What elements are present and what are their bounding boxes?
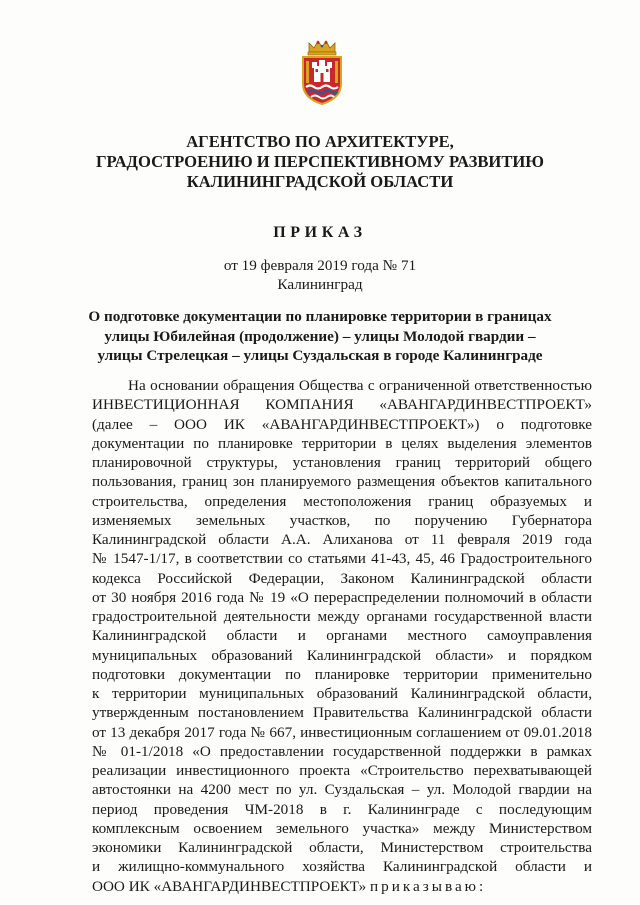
body-line: к территории муниципальных образований Калининградской области, [92, 685, 592, 702]
body-line: и жилищно-коммунального хозяйства Калининградской области и [92, 858, 592, 876]
body-line: автостоянки на 4200 мест по ул. Суздальская – ул. Молодой гвардии на [92, 781, 592, 799]
order-date: от 19 февраля 2019 года № 71 [223, 257, 417, 274]
order-command: приказываю: [370, 877, 487, 895]
order-body [92, 376, 592, 896]
body-line: муниципальных образований Калининградской области» и порядком [92, 646, 592, 664]
body-line: изменяемых земельных участков, по поручению Губернатора [92, 511, 592, 529]
body-line: утвержденным постановлением Правительства Калининградской области [92, 704, 592, 722]
body-line: Калининградской области А.А. Алиханова от 11 февраля 2019 года [92, 531, 592, 548]
body-line: документации по планировке территории в целях выделения элементов [92, 434, 592, 452]
body-line: строительства, определения местоположения границ образуемых и [92, 492, 592, 510]
kaliningrad-coat-of-arms-icon [297, 40, 347, 106]
body-last-line [92, 877, 592, 896]
order-city: Калининград [277, 276, 363, 293]
agency-line-3: КАЛИНИНГРАДСКОЙ ОБЛАСТИ [186, 172, 454, 191]
agency-name [60, 132, 580, 192]
agency-line-1: АГЕНТСТВО ПО АРХИТЕКТУРЕ, [186, 132, 454, 151]
body-line: экономики Калининградской области, Министерством строительства [92, 839, 592, 856]
body-line: подготовки документации по планировке территории применительно [92, 665, 592, 683]
body-line: градостроительной деятельности между органами государственной власти [92, 608, 592, 625]
body-line: ИНВЕСТИЦИОННАЯ КОМПАНИЯ «АВАНГАРДИНВЕСТПРОЕКТ» [92, 396, 592, 414]
body-line: На основании обращения Общества с ограниченной ответственностью [128, 377, 592, 394]
subject-line-2: улицы Юбилейная (продолжение) – улицы Молодой гвардии – [104, 327, 536, 345]
order-subject [70, 307, 570, 366]
body-line: период проведения ЧМ-2018 в г. Калининграде с последующим [92, 800, 592, 818]
body-line: Калининградской области и органами местного самоуправления [92, 627, 592, 645]
body-line: от 13 декабря 2017 года № 667, инвестиционным соглашением от 09.01.2018 [92, 723, 592, 741]
body-line: № 1547-1/17, в соответствии со статьями 41-43, 45, 46 Градостроительного [92, 550, 592, 568]
body-line: реализации инвестиционного проекта «Строительство перехватывающей [92, 762, 592, 779]
body-line: № 01-1/2018 «О предоставлении государственной поддержки в рамках [92, 742, 592, 760]
body-last-line-prefix: ООО ИК «АВАНГАРДИНВЕСТПРОЕКТ» [92, 877, 367, 895]
order-title: ПРИКАЗ [273, 224, 367, 241]
subject-line-1: О подготовке документации по планировке территории в границах [88, 308, 552, 325]
body-line: (далее – ООО ИК «АВАНГАРДИНВЕСТПРОЕКТ») о подготовке [92, 415, 592, 433]
order-date-block [0, 256, 640, 294]
agency-line-2: ГРАДОСТРОЕНИЮ И ПЕРСПЕКТИВНОМУ РАЗВИТИЮ [96, 152, 544, 171]
body-line: планировочной структуры, установления границ территорий общего [92, 454, 592, 471]
subject-line-3: улицы Стрелецкая – улицы Суздальская в городе Калининграде [97, 347, 543, 364]
body-line: от 30 ноября 2016 года № 19 «О перераспределении полномочий в области [92, 588, 592, 606]
body-line: пользования, границ зон планируемого размещения объектов капитального [92, 473, 592, 491]
body-line: комплексным освоением земельного участка» между Министерством [92, 819, 592, 837]
body-line: кодекса Российской Федерации, Законом Калининградской области [92, 569, 592, 587]
